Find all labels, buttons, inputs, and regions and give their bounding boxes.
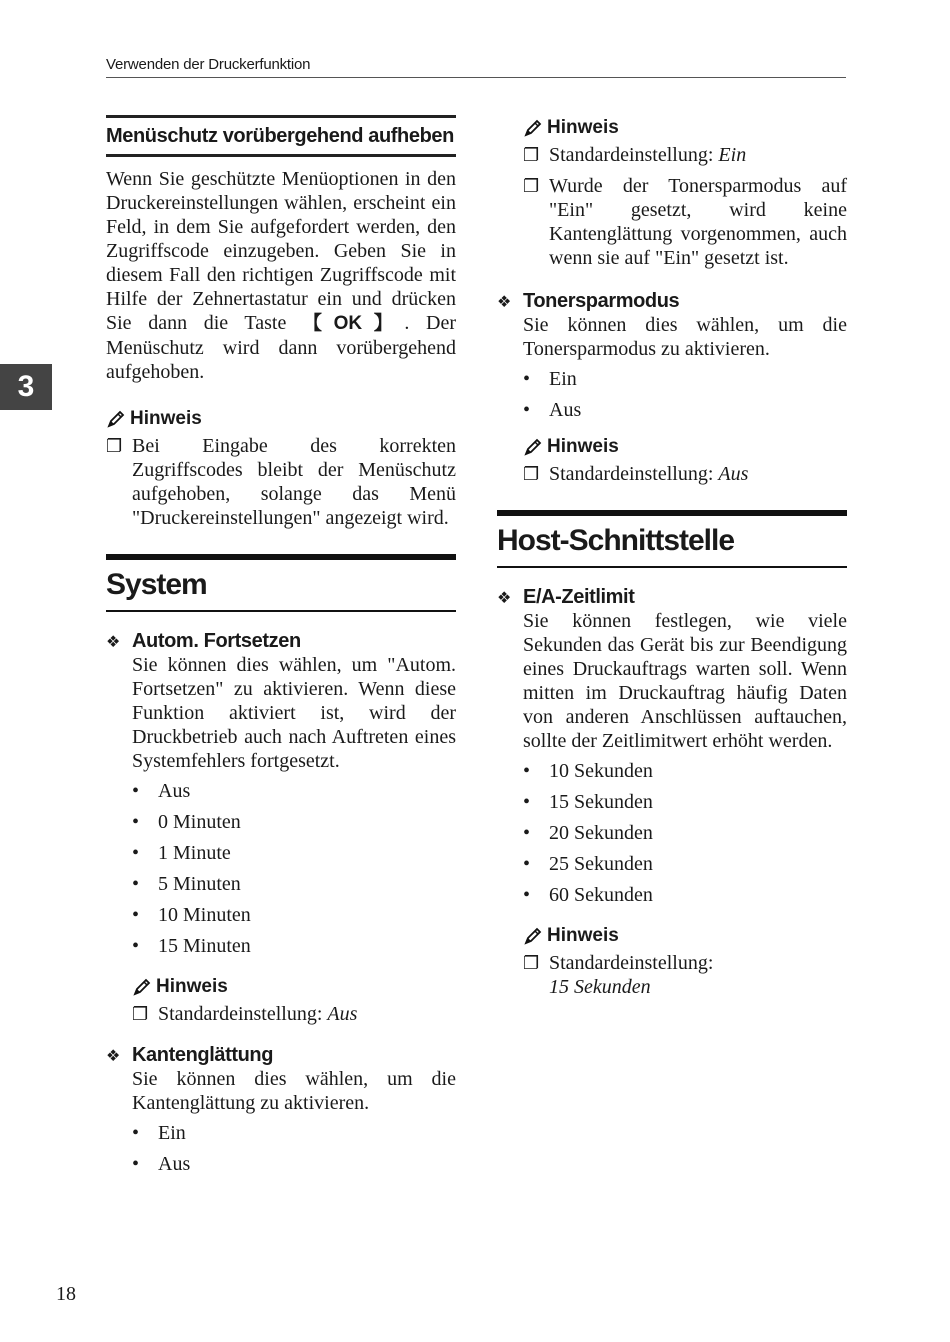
topic-title-text: Autom. Fortsetzen bbox=[132, 630, 301, 652]
list-item: • Aus bbox=[523, 399, 582, 421]
paragraph-text-end: . Der Menüschutz wird dann vorübergehend aufgehoben. bbox=[106, 312, 456, 383]
list-item: • 15 Minuten bbox=[132, 935, 251, 957]
topic-body-text: Sie können dies wählen, um die Tonersparmodus zu aktivieren. bbox=[523, 314, 847, 360]
topic-auto-continue bbox=[106, 630, 456, 1026]
topic-title bbox=[106, 630, 456, 653]
list-item: • Aus bbox=[132, 780, 191, 802]
system-title: System bbox=[106, 568, 207, 601]
note-menu-protection bbox=[106, 408, 456, 530]
note-edge-smoothing bbox=[497, 117, 847, 270]
list-item: • Ein bbox=[132, 1122, 186, 1144]
list-item: • 25 Sekunden bbox=[523, 853, 653, 875]
section-host-heading bbox=[497, 510, 847, 568]
list-item: • 5 Minuten bbox=[132, 873, 241, 895]
checkbox-icon: ❐ bbox=[523, 464, 540, 484]
note-title-text: Hinweis bbox=[547, 436, 619, 457]
topic-io-timeout bbox=[497, 586, 847, 999]
topic-edge-smoothing bbox=[106, 1044, 456, 1176]
list-item: • 10 Sekunden bbox=[523, 760, 653, 782]
diamond-icon: ❖ bbox=[106, 1047, 120, 1065]
note-item: ❐ Wurde der Tonersparmodus auf "Ein" gesetzt, wird keine Kantenglättung vorgenommen, auch wenn sie auf "Ein" gesetzt ist. bbox=[523, 175, 847, 269]
note-title-text: Hinweis bbox=[156, 976, 228, 997]
checkbox-icon: ❐ bbox=[523, 176, 540, 196]
note-item: ❐ Standardeinstellung: Aus bbox=[132, 1003, 358, 1025]
topic-body-text: Sie können dies wählen, um die Kantenglättung zu aktivieren. bbox=[132, 1068, 456, 1114]
checkbox-icon: ❐ bbox=[523, 145, 540, 165]
chapter-tab: 3 bbox=[0, 364, 52, 410]
note-title bbox=[523, 925, 847, 947]
auto-continue-options bbox=[106, 779, 456, 958]
topic-title-text: Kantenglättung bbox=[132, 1044, 274, 1066]
note-item: ❐ Standardeinstellung: Aus bbox=[523, 463, 749, 485]
note-title-text: Hinweis bbox=[547, 925, 619, 946]
note-item bbox=[106, 434, 456, 530]
topic-title bbox=[497, 290, 847, 313]
note-title bbox=[523, 117, 847, 139]
diamond-icon: ❖ bbox=[497, 589, 511, 607]
note-title-text: Hinweis bbox=[130, 408, 202, 429]
note-title bbox=[132, 976, 456, 998]
menu-protection-paragraph bbox=[106, 167, 456, 384]
list-item: • 20 Sekunden bbox=[523, 822, 653, 844]
edge-smoothing-options bbox=[106, 1121, 456, 1176]
pencil-icon bbox=[106, 409, 126, 429]
pencil-icon bbox=[523, 118, 543, 138]
note-item: ❐ Standardeinstellung: Ein bbox=[523, 144, 747, 166]
note-toner-save bbox=[497, 436, 847, 486]
topic-title-text: Tonersparmodus bbox=[523, 290, 680, 312]
note-title bbox=[523, 436, 847, 458]
list-item: • 15 Sekunden bbox=[523, 791, 653, 813]
list-item: • 0 Minuten bbox=[132, 811, 241, 833]
right-column bbox=[497, 115, 847, 999]
list-item: • Ein bbox=[523, 368, 577, 390]
topic-toner-save bbox=[497, 290, 847, 486]
note-item: ❐ Standardeinstellung: 15 Sekunden bbox=[523, 952, 714, 998]
section-heading-menu-protection: Menüschutz vorübergehend aufheben bbox=[106, 115, 456, 157]
topic-title-text: E/A-Zeitlimit bbox=[523, 586, 635, 608]
note-title bbox=[106, 408, 456, 430]
topic-body-text: Sie können festlegen, wie viele Sekunden das Gerät bis zur Beendigung eines Druckauftrags warten soll. Wenn mitten im Druckauftrag häufig Daten von anderen Anschlüssen auftauchen, sollte der Zeitlimitwert erhöht werden. bbox=[523, 610, 847, 752]
note-item-text: Bei Eingabe des korrekten Zugriffscodes bleibt der Menüschutz aufgehoben, solange das Menü "Druckereinstellungen" angezeigt wird. bbox=[132, 435, 456, 529]
topic-title bbox=[106, 1044, 456, 1067]
pencil-icon bbox=[523, 437, 543, 457]
host-title: Host-Schnittstelle bbox=[497, 524, 735, 557]
list-item: • 10 Minuten bbox=[132, 904, 251, 926]
topic-body-text: Sie können dies wählen, um "Autom. Fortsetzen" zu aktivieren. Wenn diese Funktion aktiviert ist, wird der Druckbetrieb auch nach Auftreten eines Systemfehlers fortgesetzt. bbox=[132, 654, 456, 772]
list-item: • Aus bbox=[132, 1153, 191, 1175]
note-io-timeout bbox=[497, 925, 847, 999]
note-title-text: Hinweis bbox=[547, 117, 619, 138]
diamond-icon: ❖ bbox=[106, 633, 120, 651]
toner-save-options bbox=[497, 367, 847, 422]
list-item: • 60 Sekunden bbox=[523, 884, 653, 906]
checkbox-icon: ❐ bbox=[523, 953, 540, 973]
pencil-icon bbox=[523, 926, 543, 946]
diamond-icon: ❖ bbox=[497, 293, 511, 311]
io-timeout-options bbox=[497, 759, 847, 907]
section-system-heading bbox=[106, 554, 456, 612]
page-number: 18 bbox=[56, 1283, 76, 1305]
header-rule bbox=[106, 77, 846, 78]
ok-key-label: 【OK】 bbox=[302, 313, 405, 334]
topic-title bbox=[497, 586, 847, 609]
checkbox-icon: ❐ bbox=[106, 436, 123, 456]
checkbox-icon: ❐ bbox=[132, 1004, 149, 1024]
left-column bbox=[106, 115, 456, 1183]
pencil-icon bbox=[132, 977, 152, 997]
list-item: • 1 Minute bbox=[132, 842, 231, 864]
paragraph-text-start: Wenn Sie geschützte Menüoptionen in den Druckereinstellungen wählen, erscheint ein Feld, in dem Sie aufgefordert werden, den Zugriffscode einzugeben. Geben Sie in diesem Fall den richtigen Zugriffscode mit Hilfe der Zehnertastatur ein und drücken Sie dann die Taste bbox=[106, 168, 456, 334]
note-auto-continue bbox=[106, 976, 456, 1026]
running-header: Verwenden der Druckerfunktion bbox=[106, 56, 311, 73]
